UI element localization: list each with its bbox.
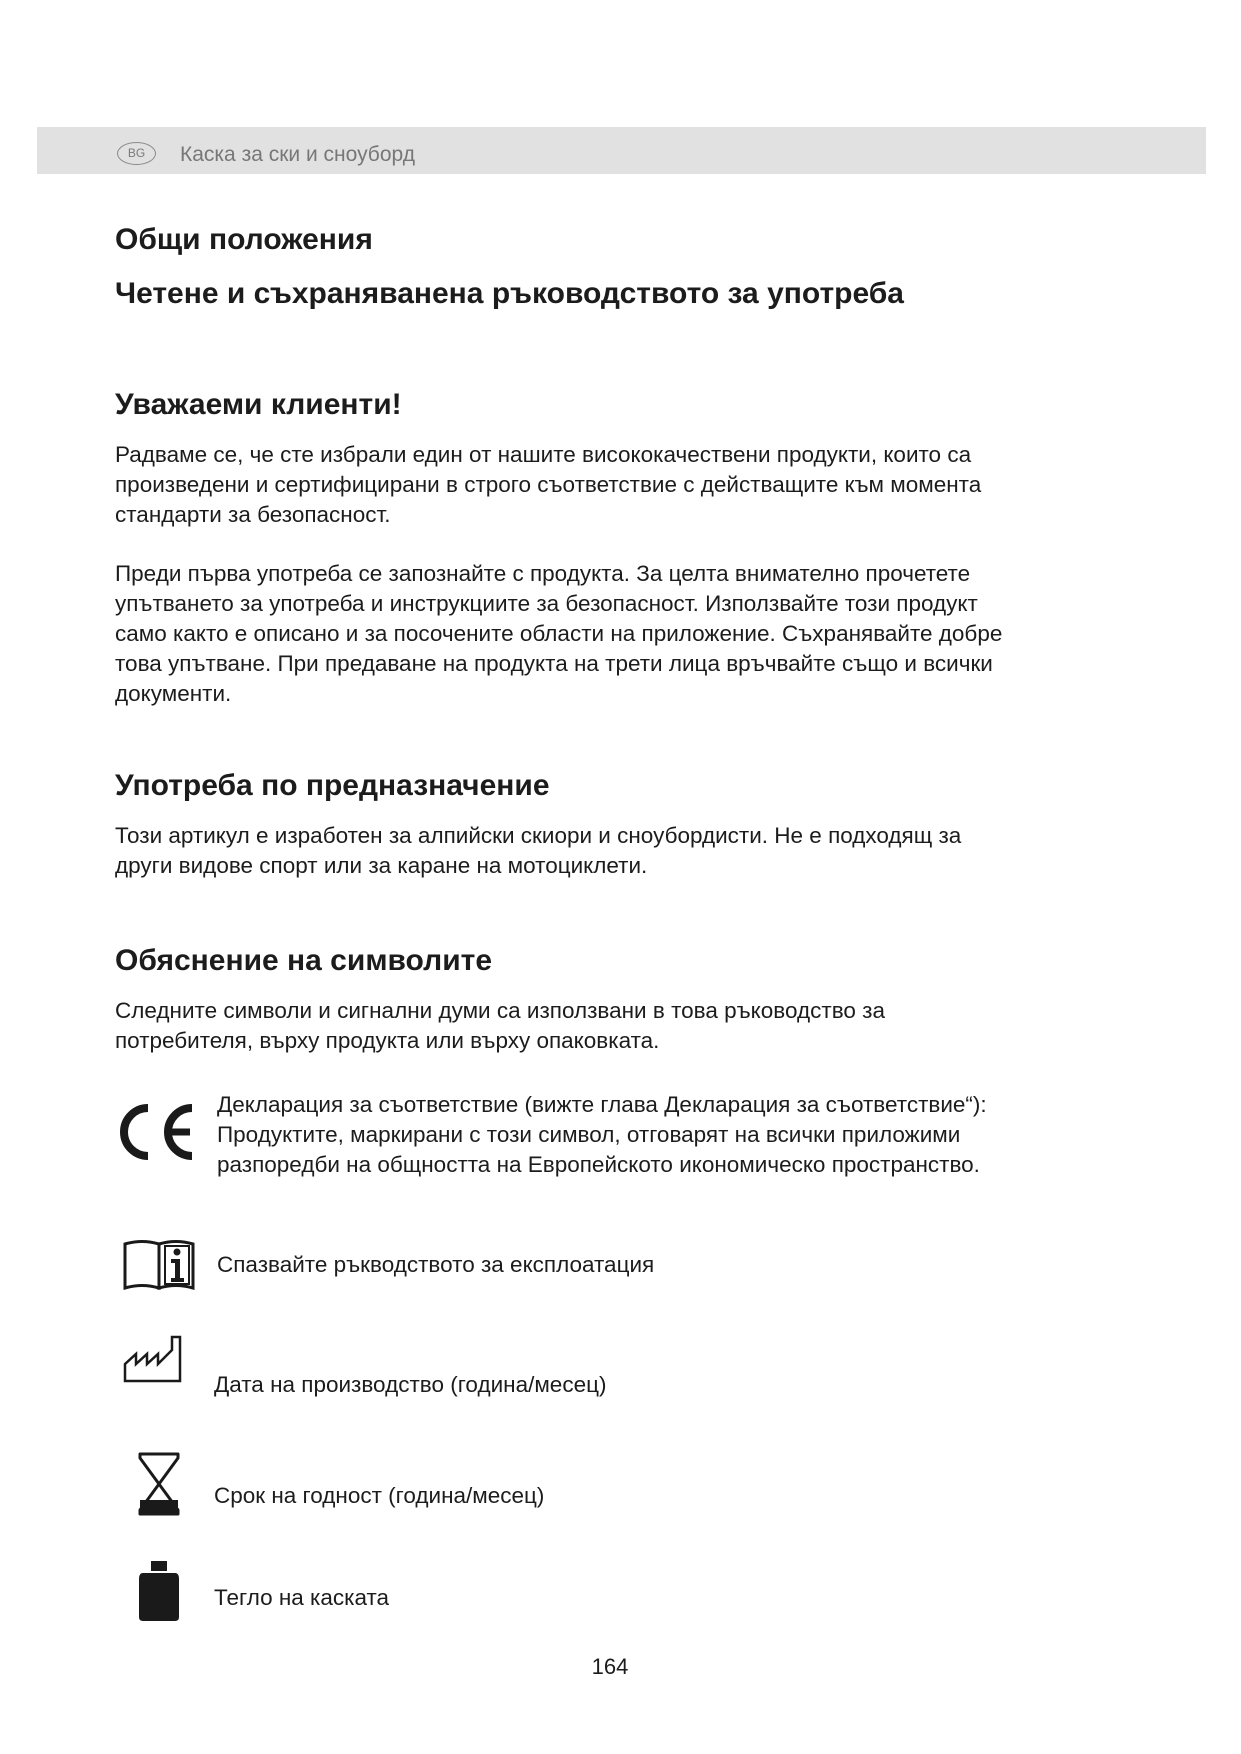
paragraph-symbols-intro xyxy=(115,996,1115,1056)
text-line: стандарти за безопасност. xyxy=(115,502,391,527)
heading-reading-manual: Четене и съхраняванена ръководството за употреба xyxy=(115,277,904,310)
page-number: 164 xyxy=(591,1654,629,1679)
paragraph-first-use xyxy=(115,559,1115,709)
text-line: Радваме се, че сте избрали един от нашите висококачествени продукти, които са xyxy=(115,442,972,467)
text-line: потребителя, върху продукта или върху опаковката. xyxy=(115,1028,660,1053)
symbol-expiry-description xyxy=(214,1481,544,1511)
manual-info-icon xyxy=(122,1238,196,1290)
text-line: Срок на годност (година/месец) xyxy=(214,1483,545,1508)
paragraph-intended-use xyxy=(115,821,1115,881)
text-line: разпоредби на общността на Европейското икономическо пространство. xyxy=(217,1152,980,1177)
text-line: Декларация за съответствие (вижте глава Декларация за съответствие“): xyxy=(217,1092,987,1117)
text-line: документи. xyxy=(115,681,232,706)
document-title: Каска за ски и сноуборд xyxy=(180,143,415,166)
symbol-weight-description xyxy=(214,1583,389,1613)
symbol-manual-description xyxy=(217,1250,654,1280)
text-line: други видове спорт или за каране на мотоциклети. xyxy=(115,853,648,878)
text-line: произведени и сертифицирани в строго съответствие с действащите към момента xyxy=(115,472,982,497)
text-line: това упътване. При предаване на продукта на трети лица връчвайте също и всички xyxy=(115,651,993,676)
symbol-manufacture-date-description xyxy=(214,1370,606,1400)
language-badge: BG xyxy=(117,142,156,165)
heading-dear-customers: Уважаеми клиенти! xyxy=(115,388,402,421)
heading-intended-use: Употреба по предназначение xyxy=(115,769,550,802)
heading-symbols: Обяснение на символите xyxy=(115,944,493,977)
text-line: Следните символи и сигнални думи са използвани в това ръководство за xyxy=(115,998,885,1023)
text-line: Продуктите, маркирани с този символ, отговарят на всички приложими xyxy=(217,1122,961,1147)
text-line: Спазвайте ръкводството за експлоатация xyxy=(217,1252,655,1277)
text-line: само както е описано и за посочените области на приложение. Съхранявайте добре xyxy=(115,621,1003,646)
text-line: Тегло на каската xyxy=(214,1585,390,1610)
text-line: Този артикул е изработен за алпийски скиори и сноубордисти. Не е подходящ за xyxy=(115,823,962,848)
text-line: Преди първа употреба се запознайте с продукта. За целта внимателно прочетете xyxy=(115,561,971,586)
hourglass-icon xyxy=(136,1450,182,1518)
heading-general: Общи положения xyxy=(115,223,373,256)
paragraph-welcome xyxy=(115,440,1115,530)
text-line: Дата на производство (година/месец) xyxy=(214,1372,607,1397)
symbol-ce-description xyxy=(217,1090,987,1180)
ce-mark-icon xyxy=(112,1100,196,1164)
weight-icon xyxy=(136,1559,182,1623)
text-line: упътването за употреба и инструкциите за безопасност. Използвайте този продукт xyxy=(115,591,978,616)
factory-icon xyxy=(122,1334,184,1384)
